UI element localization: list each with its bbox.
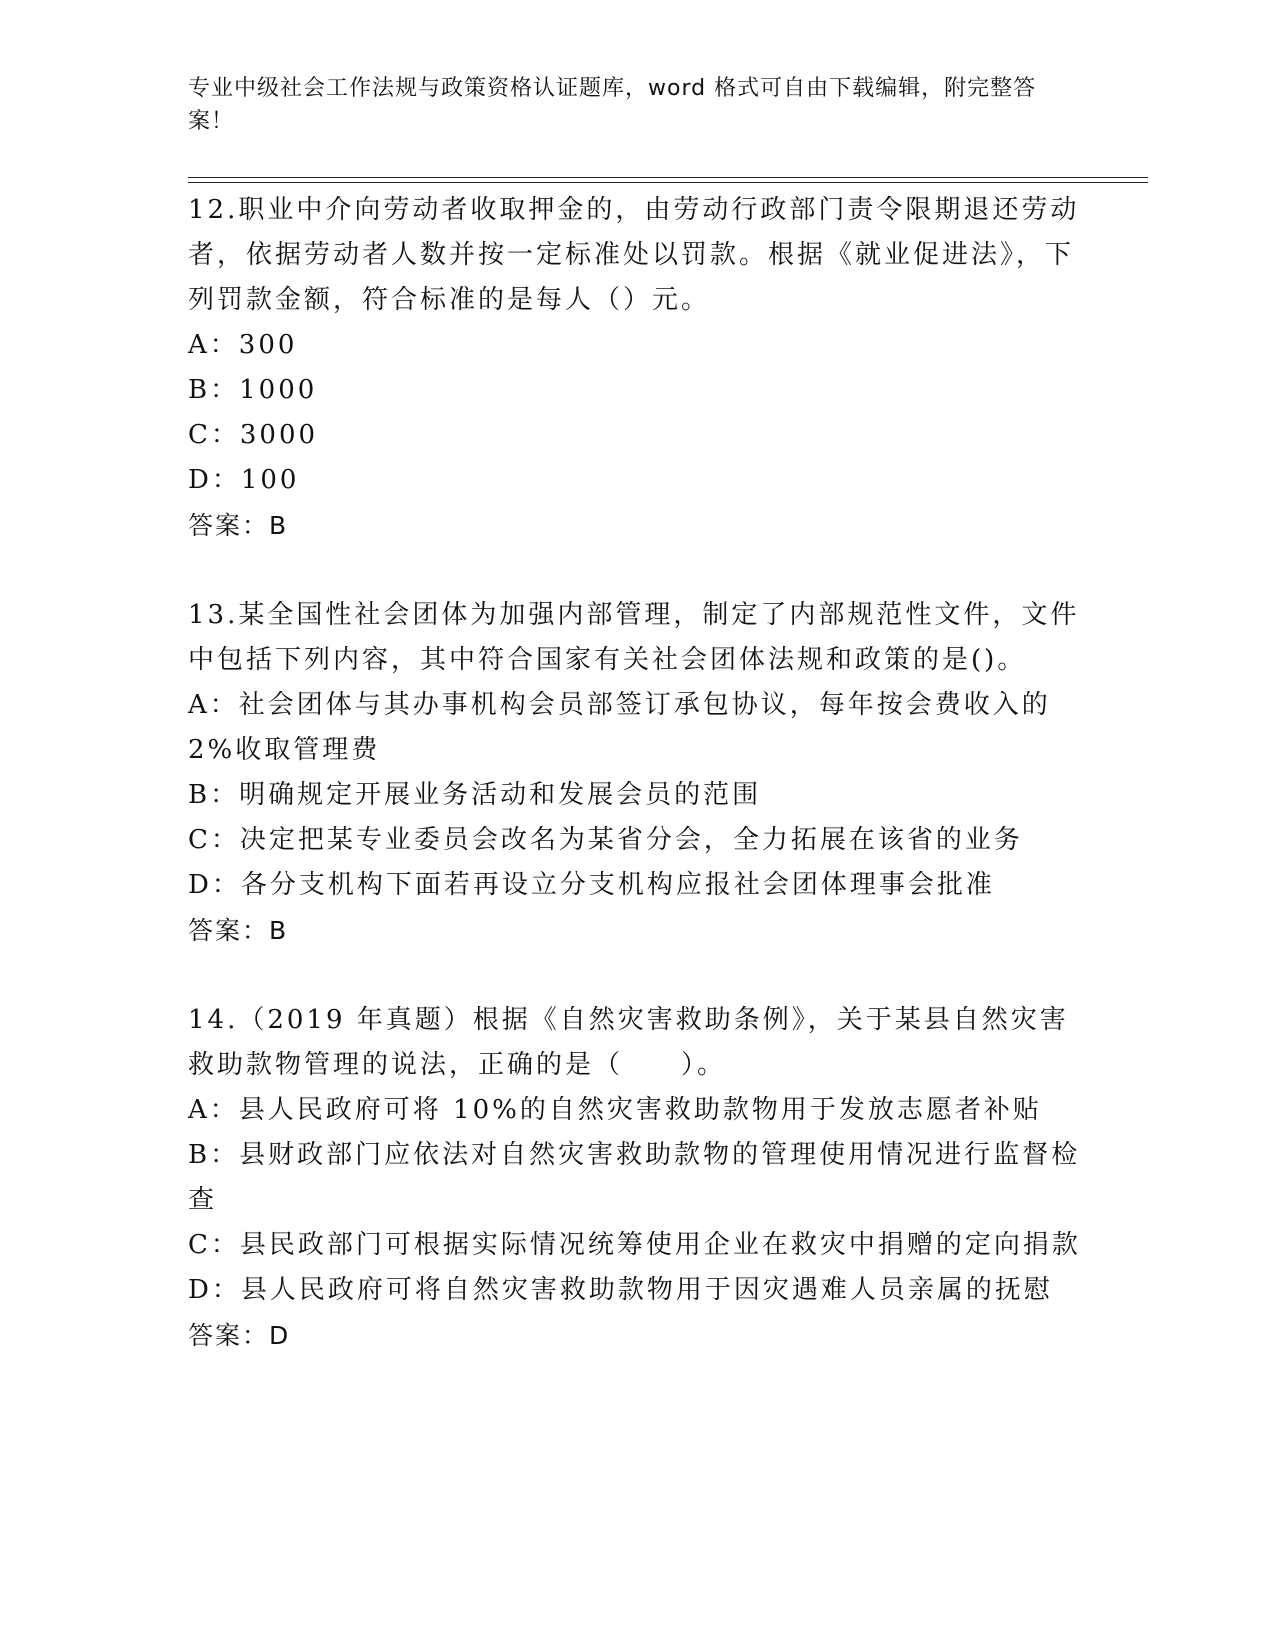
option-b: B：明确规定开展业务活动和发展会员的范围	[188, 780, 762, 810]
answer-line: 答案：D	[188, 1321, 291, 1350]
option-a: A：社会团体与其办事机构会员部签订承包协议，每年按会费收入的 2%收取管理费	[188, 690, 1051, 765]
option-a: A：300	[188, 330, 298, 360]
header-divider-top	[188, 177, 1148, 178]
option-b: B：1000	[188, 375, 318, 405]
document-header: 专业中级社会工作法规与政策资格认证题库，word 格式可自由下载编辑，附完整答案！	[188, 76, 1037, 134]
answer-line: 答案：B	[188, 511, 289, 540]
option-c: C：3000	[188, 420, 319, 450]
option-c: C：决定把某专业委员会改名为某省分会，全力拓展在该省的业务	[188, 825, 1023, 855]
option-d: D：100	[188, 465, 300, 495]
option-c: C：县民政部门可根据实际情况统筹使用企业在救灾中捐赠的定向捐款	[188, 1230, 1081, 1260]
question-list	[188, 188, 1088, 1403]
option-a: A：县人民政府可将 10%的自然灾害救助款物用于发放志愿者补贴	[188, 1095, 1042, 1125]
question-text: 13.某全国性社会团体为加强内部管理，制定了内部规范性文件，文件中包括下列内容，其中符合国家有关社会团体法规和政策的是()。	[188, 600, 1080, 675]
answer-line: 答案：B	[188, 916, 289, 945]
option-d: D：各分支机构下面若再设立分支机构应报社会团体理事会批准	[188, 870, 995, 900]
question-text: 12.职业中介向劳动者收取押金的，由劳动行政部门责令限期退还劳动者，依据劳动者人数并按一定标准处以罚款。根据《就业促进法》，下列罚款金额，符合标准的是每人（）元。	[188, 195, 1080, 315]
question-text: 14.（2019 年真题）根据《自然灾害救助条例》，关于某县自然灾害救助款物管理的说法，正确的是（ ）。	[188, 1005, 1069, 1080]
question-13	[188, 593, 1088, 953]
question-14	[188, 998, 1088, 1358]
option-b: B：县财政部门应依法对自然灾害救助款物的管理使用情况进行监督检查	[188, 1140, 1081, 1215]
question-12	[188, 188, 1088, 548]
header-divider-bottom	[188, 182, 1148, 183]
option-d: D：县人民政府可将自然灾害救助款物用于因灾遇难人员亲属的抚慰	[188, 1275, 1053, 1305]
